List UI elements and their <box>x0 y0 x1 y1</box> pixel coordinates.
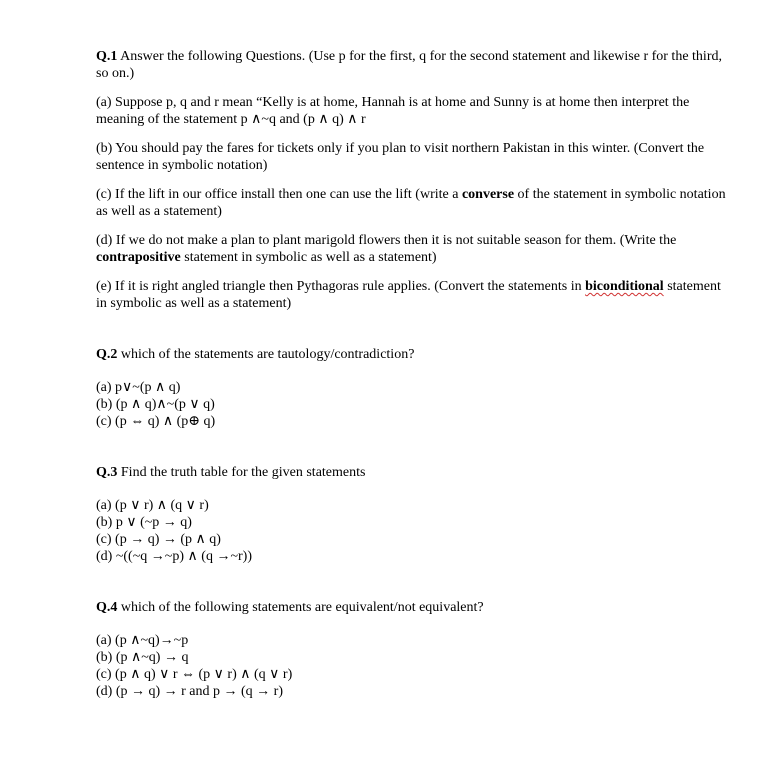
q1-part-e <box>96 278 726 312</box>
q4-item-a: (a) (p ∧~q)→~p <box>96 633 189 648</box>
q4-item-d: (d) (p → q) → r and p → (q → r) <box>96 684 284 699</box>
q1-number: Q.1 <box>96 49 118 64</box>
q2-items <box>96 379 726 430</box>
q1-part-d-pre: (d) If we do not make a plan to plant marigold flowers then it is not suitable season for them. (Write the <box>96 233 677 248</box>
q4-intro <box>96 599 726 616</box>
q1-part-d-post: statement in symbolic as well as a statement) <box>180 250 437 265</box>
q1-part-a: (a) Suppose p, q and r mean “Kelly is at home, Hannah is at home and Sunny is at home then interpret the meaning of the statement p ∧~q and (p ∧ q) ∧ r <box>96 95 690 127</box>
q3-item-b: (b) p ∨ (~p → q) <box>96 515 192 530</box>
q4-item-c: (c) (p ∧ q) ∨ r ⇔ (p ∨ r) ∧ (q ∨ r) <box>96 667 293 682</box>
q1-intro-text: Answer the following Questions. (Use p for the first, q for the second statement and likewise r for the third, so on.) <box>96 49 722 81</box>
q2-intro <box>96 346 726 363</box>
q1-part-c-post: of the statement in symbolic notation as well as a statement) <box>96 187 726 219</box>
q2-item-c: (c) (p ⇔ q) ∧ (p⊕ q) <box>96 414 216 429</box>
q2-item-a: (a) p∨~(p ∧ q) <box>96 380 181 395</box>
q4-items <box>96 632 726 700</box>
q2-number: Q.2 <box>96 347 118 362</box>
q1-part-e-post: statement in symbolic as well as a statement) <box>96 279 721 311</box>
q1-part-e-pre: (e) If it is right angled triangle then Pythagoras rule applies. (Convert the statements in <box>96 279 586 294</box>
q1-part-c <box>96 186 726 220</box>
q3-items <box>96 497 726 565</box>
q3-item-d: (d) ~((~q →~p) ∧ (q →~r)) <box>96 549 253 564</box>
q3-item-a: (a) (p ∨ r) ∧ (q ∨ r) <box>96 498 209 513</box>
q3-intro <box>96 464 726 481</box>
q1-part-b: (b) You should pay the fares for tickets only if you plan to visit northern Pakistan in this winter. (Convert the sentence in symbolic notation) <box>96 141 705 173</box>
q4-number: Q.4 <box>96 600 118 615</box>
q1-part-c-bold: converse <box>461 187 515 202</box>
q1-part-e-bold: biconditional <box>585 279 664 294</box>
q1-intro <box>96 48 726 82</box>
document-page <box>96 48 726 700</box>
q2-intro-text: which of the statements are tautology/contradiction? <box>117 347 415 362</box>
q3-intro-text: Find the truth table for the given statements <box>117 465 366 480</box>
q3-number: Q.3 <box>96 465 118 480</box>
q3-item-c: (c) (p → q) → (p ∧ q) <box>96 532 221 547</box>
q1-part-d-bold: contrapositive <box>96 250 181 265</box>
q1-part-d <box>96 232 726 266</box>
q2-item-b: (b) (p ∧ q)∧~(p ∨ q) <box>96 397 215 412</box>
q4-intro-text: which of the following statements are equivalent/not equivalent? <box>117 600 484 615</box>
q1-part-c-pre: (c) If the lift in our office install then one can use the lift (write a <box>96 187 462 202</box>
q4-item-b: (b) (p ∧~q) → q <box>96 650 189 665</box>
